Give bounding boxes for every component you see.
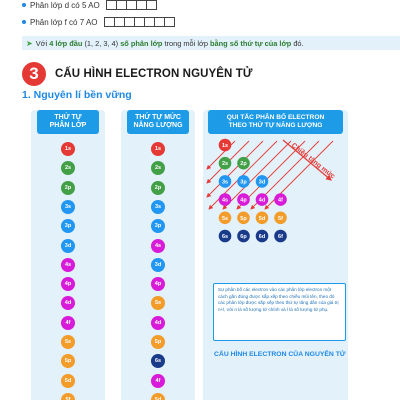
- orbital-label: 5d: [258, 215, 266, 222]
- orbital-4s: 4s: [61, 258, 75, 272]
- orbital-label: 2s: [221, 161, 229, 168]
- note-mid-1: (1, 2, 3, 4): [84, 38, 119, 48]
- aufbau-diagram: [203, 136, 348, 276]
- panel-header-line: QUI TẮC PHÂN BỐ ELECTRON: [226, 113, 325, 121]
- rule-description: Sự phân bố các electron vào các phân lớp electron một cách gần đúng được sắp xếp theo chiều mũi tên, theo đó các phân lớp được sắp xếp theo thứ tự tăng dần của giá trị n+l, với n là số lượng tử chính và l là số lượng tử phụ.: [213, 283, 346, 341]
- column-header-line: PHÂN LỚP: [49, 122, 87, 129]
- orbital-label: 6f: [278, 234, 283, 240]
- orbital-label: 3p: [240, 179, 247, 186]
- orbital-2p: 2p: [61, 181, 75, 195]
- orbital-2s: 2s: [61, 161, 75, 175]
- orbital-5f: 5f: [61, 393, 75, 400]
- diagonal-arrow: [207, 141, 266, 197]
- section-number-badge: 3: [22, 62, 46, 86]
- orbital-4s: 4s: [151, 239, 165, 253]
- orbital-4p: 4p: [151, 277, 165, 291]
- bullet-dot: [22, 20, 26, 24]
- section-title: CẤU HÌNH ELECTRON NGUYÊN TỬ: [55, 68, 253, 80]
- orbital-boxes: [105, 17, 175, 27]
- orbital-2s: 2s: [151, 161, 165, 175]
- orbital-4d: 4d: [61, 296, 75, 310]
- orbital-label: 4s: [221, 197, 229, 204]
- orbital-3d: 3d: [151, 258, 165, 272]
- note-bold-2: số phân lớp: [120, 38, 163, 48]
- orbital-label: 2p: [240, 161, 247, 168]
- orbital-2p: 2p: [151, 181, 165, 195]
- orbital-label: 6p: [240, 234, 247, 240]
- orbital-label: 3s: [221, 179, 229, 186]
- section-heading: [22, 62, 253, 86]
- orbital-4f: 4f: [151, 374, 165, 388]
- sublevel-order-column: [31, 110, 105, 400]
- orbital-box: [146, 0, 157, 10]
- bullet-f-orbitals: [22, 17, 175, 27]
- orbital-3s: 3s: [151, 200, 165, 214]
- orbital-label: 1s: [221, 143, 229, 149]
- orbital-1s: 1s: [61, 142, 75, 156]
- orbital-5p: 5p: [151, 335, 165, 349]
- orbital-box: [164, 17, 175, 27]
- note-prefix: Với: [35, 38, 48, 48]
- orbital-3p: 3p: [151, 219, 165, 233]
- bullet-dot: [22, 3, 26, 7]
- orbital-5s: 5s: [151, 296, 165, 310]
- orbital-5p: 5p: [61, 354, 75, 368]
- note-bold-1: 4 lớp đầu: [49, 38, 83, 48]
- panel-header: [208, 110, 343, 134]
- note-mid-2: trong mỗi lớp: [164, 38, 208, 48]
- arrow-icon: ➤: [26, 38, 33, 48]
- note-box: [22, 36, 400, 50]
- orbital-4p: 4p: [61, 277, 75, 291]
- note-bold-3: bằng số thứ tự của lớp: [210, 38, 292, 48]
- orbital-3s: 3s: [61, 200, 75, 214]
- note-suffix: đó.: [293, 38, 304, 48]
- energy-order-column: [121, 110, 195, 400]
- column-header: [127, 110, 189, 134]
- orbital-5d: 5d: [151, 393, 165, 400]
- orbital-label: 5p: [240, 215, 247, 222]
- orbital-5s: 5s: [61, 335, 75, 349]
- orbital-boxes: [107, 0, 157, 10]
- column-header-line: THỨ TỰ: [54, 113, 82, 121]
- orbital-3d: 3d: [61, 239, 75, 253]
- increasing-energy-label: Chiều tăng mức: [289, 142, 337, 181]
- orbital-label: 3d: [258, 179, 266, 186]
- orbital-3p: 3p: [61, 219, 75, 233]
- orbital-5d: 5d: [61, 374, 75, 388]
- panel-header-line: THEO THỨ TỰ NĂNG LƯỢNG: [228, 122, 323, 129]
- bullet-d-orbitals: [22, 0, 157, 10]
- orbital-label: 6s: [221, 234, 229, 240]
- column-header-line: NĂNG LƯỢNG: [133, 122, 183, 129]
- orbital-1s: 1s: [151, 142, 165, 156]
- column-header-line: THỨ TỰ MỨC: [135, 113, 181, 121]
- column-header: [37, 110, 99, 134]
- orbital-4f: 4f: [61, 316, 75, 330]
- orbital-label: 4f: [278, 197, 283, 204]
- orbital-6s: 6s: [151, 354, 165, 368]
- orbital-4d: 4d: [151, 316, 165, 330]
- bullet-label: Phân lớp d có 5 AO: [30, 0, 100, 10]
- bullet-label: Phân lớp f có 7 AO: [30, 17, 98, 27]
- panel-caption: CẤU HÌNH ELECTRON CỦA NGUYÊN TỬ: [214, 351, 346, 358]
- orbital-label: 4d: [258, 197, 266, 204]
- subsection-title: 1. Nguyên lí bền vững: [22, 89, 132, 101]
- orbital-label: 4p: [240, 197, 247, 204]
- orbital-label: 6d: [258, 234, 266, 240]
- orbital-label: 5s: [221, 215, 229, 222]
- orbital-label: 5f: [278, 215, 283, 222]
